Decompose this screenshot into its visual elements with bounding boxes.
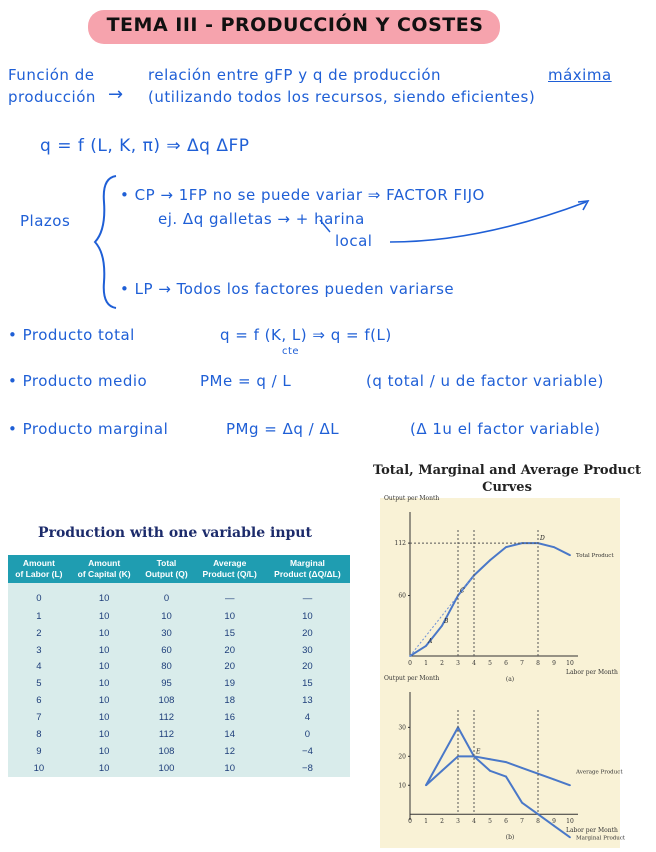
x-tick-label: 3	[456, 818, 460, 826]
data-point	[489, 758, 491, 760]
table-cell: 12	[224, 746, 235, 758]
medio-label: • Producto medio	[8, 372, 148, 390]
table-cell: 10	[33, 763, 45, 775]
column-header: Marginal Product (ΔQ/ΔL)	[265, 555, 350, 583]
table-cell: —	[224, 592, 235, 604]
table-cell: 10	[161, 610, 172, 622]
data-point	[505, 776, 507, 778]
table-cell: 10	[224, 610, 235, 622]
data-point	[553, 825, 555, 827]
table-cell: 20	[224, 644, 235, 656]
data-point	[441, 755, 443, 757]
data-point	[521, 767, 523, 769]
x-tick-label: 6	[504, 818, 508, 826]
point-label: C	[460, 587, 465, 595]
table-cell: 16	[224, 712, 235, 724]
column-header: Average Product (Q/L)	[195, 555, 265, 583]
table-cell: 10	[98, 592, 110, 604]
x-tick-label: 10	[566, 660, 574, 667]
table-row	[8, 659, 350, 676]
table-row	[8, 692, 350, 709]
table-cell: 2	[36, 627, 42, 639]
x-tick-label: 2	[440, 818, 444, 826]
point-label: E	[476, 748, 481, 756]
table-cell: 14	[224, 729, 235, 741]
table-cell: 0	[304, 729, 311, 741]
marginal-formula: PMg = Δq / ΔL	[226, 420, 340, 438]
table-title: Production with one variable input	[38, 525, 312, 541]
table-cell: 95	[161, 678, 172, 690]
table-cell: 108	[158, 695, 175, 707]
table-cell: 80	[161, 661, 172, 673]
x-tick-label: 7	[520, 660, 524, 667]
table-row	[8, 709, 350, 726]
y-axis-label-b: Output per Month	[384, 675, 440, 682]
y-tick-label: 10	[398, 782, 406, 790]
x-tick-label: 8	[536, 818, 540, 826]
table-cell: 10	[302, 610, 313, 622]
panel-label-a: (a)	[505, 676, 515, 683]
page-title: TEMA III - PRODUCCIÓN Y COSTES	[106, 14, 484, 36]
table-cell: 3	[36, 644, 42, 656]
func-desc-max: máxima	[548, 66, 612, 84]
func-desc-2: (utilizando todos los recursos, siendo eficientes)	[148, 88, 536, 106]
table-cell: 4	[304, 712, 311, 724]
panel-label-b: (b)	[505, 834, 515, 842]
x-tick-label: 9	[552, 818, 556, 826]
table-cell: 30	[161, 627, 172, 639]
table-row	[8, 675, 350, 692]
table-cell: —	[302, 592, 313, 604]
table-cell: 6	[36, 695, 42, 707]
data-point	[489, 559, 491, 561]
x-tick-label: 0	[408, 818, 412, 826]
table-cell: 100	[158, 763, 175, 775]
table-cell: 10	[98, 661, 110, 673]
data-point	[441, 770, 443, 772]
point-label: A	[428, 637, 433, 645]
table-row	[8, 743, 350, 760]
y-axis-label-a: Output per Month	[384, 495, 440, 502]
table-cell: 10	[98, 695, 110, 707]
column-header: Amount of Labor (L)	[8, 555, 70, 583]
data-point	[521, 802, 523, 804]
x-tick-label: 9	[552, 660, 556, 667]
table-cell: 9	[36, 746, 42, 758]
y-tick-label: 112	[394, 540, 406, 548]
table-cell: 20	[302, 661, 313, 673]
total-formula: q = f (K, L) ⇒ q = f(L)	[220, 326, 392, 344]
x-tick-label: 8	[536, 660, 540, 667]
table-cell: 20	[302, 627, 313, 639]
table-cell: 5	[36, 678, 42, 690]
product-curves-chart	[380, 495, 626, 848]
table-cell: 15	[224, 627, 235, 639]
series-line-marginal-product	[426, 727, 570, 837]
x-axis-label-b: Labor per Month	[566, 827, 618, 835]
table-cell: 30	[302, 644, 313, 656]
production-formula: q = f (L, K, π) ⇒ Δq ΔFP	[40, 136, 250, 156]
data-point	[425, 645, 427, 647]
table-cell: 60	[161, 644, 172, 656]
table-cell: 10	[98, 729, 110, 741]
table-cell: 10	[98, 746, 110, 758]
table-cell: 20	[224, 661, 235, 673]
series-line-average-product	[426, 756, 570, 785]
marginal-note: (Δ 1u el factor variable)	[410, 420, 601, 438]
table-cell: 10	[98, 678, 110, 690]
production-table	[8, 555, 350, 777]
table-cell: 13	[302, 695, 313, 707]
table-body	[8, 583, 350, 777]
curly-brace-icon	[92, 172, 120, 312]
medio-note: (q total / u de factor variable)	[366, 372, 604, 390]
x-tick-label: 4	[472, 818, 476, 826]
data-point	[505, 546, 507, 548]
data-point	[537, 813, 539, 815]
table-cell: 7	[36, 712, 42, 724]
func-label-1: Función de	[8, 66, 95, 84]
y-tick-label: 30	[398, 724, 406, 732]
total-cte: cte	[282, 346, 300, 357]
data-point	[489, 770, 491, 772]
table-cell: 10	[224, 763, 235, 775]
point-label: D	[540, 535, 545, 543]
table-cell: 108	[158, 746, 175, 758]
curved-arrow-icon	[300, 196, 600, 250]
data-point	[569, 554, 571, 556]
chart-panel	[380, 495, 626, 848]
table-row	[8, 625, 350, 642]
column-header: Total Output (Q)	[138, 555, 194, 583]
lp-line: • LP → Todos los factores pueden variarse	[120, 280, 455, 298]
table-cell: 10	[98, 627, 110, 639]
table-cell: 19	[224, 678, 235, 690]
x-tick-label: 6	[504, 660, 508, 667]
point-label: B	[444, 617, 449, 625]
table-cell: 10	[98, 610, 110, 622]
table-row	[8, 726, 350, 743]
x-tick-label: 4	[472, 660, 476, 667]
plazos-label: Plazos	[20, 212, 71, 230]
x-tick-label: 5	[488, 818, 492, 826]
x-tick-label: 1	[424, 660, 428, 667]
data-point	[505, 761, 507, 763]
x-tick-label: 3	[456, 660, 460, 667]
table-cell: 10	[98, 712, 110, 724]
table-row	[8, 760, 350, 777]
arrow-right-icon: →	[108, 84, 124, 105]
table-cell: 1	[36, 610, 42, 622]
series-name-label: Marginal Product	[576, 835, 626, 842]
table-cell: 0	[36, 592, 42, 604]
x-tick-label: 0	[408, 660, 412, 667]
table-cell: 4	[36, 661, 42, 673]
cp-line: • CP → 1FP no se puede variar ⇒ FACTOR FIJO	[120, 186, 485, 204]
table-cell: 112	[158, 729, 175, 741]
series-name-label: Average Product	[576, 769, 623, 776]
table-cell: 10	[98, 763, 110, 775]
table-cell: 8	[36, 729, 42, 741]
total-label: • Producto total	[8, 326, 135, 344]
x-tick-label: 5	[488, 660, 492, 667]
data-point	[569, 784, 571, 786]
data-point	[553, 779, 555, 781]
table-cell: 112	[158, 712, 175, 724]
x-tick-label: 2	[440, 660, 444, 667]
data-point	[425, 784, 427, 786]
medio-formula: PMe = q / L	[200, 372, 292, 390]
y-tick-label: 20	[398, 753, 406, 761]
data-point	[553, 546, 555, 548]
y-tick-label: 60	[398, 592, 406, 600]
series-name-label: Total Product	[576, 553, 614, 560]
x-tick-label: 7	[520, 818, 524, 826]
table-cell: −8	[302, 763, 313, 775]
x-tick-label: 1	[424, 818, 428, 826]
table-row	[8, 642, 350, 659]
table-row	[8, 583, 350, 608]
table-row	[8, 608, 350, 625]
table-cell: 0	[163, 592, 170, 604]
data-point	[569, 836, 571, 838]
func-label-2: producción	[8, 88, 96, 106]
table-cell: 15	[302, 678, 313, 690]
func-desc-1: relación entre gFP y q de producción	[148, 66, 442, 84]
table-header-row	[8, 555, 350, 583]
x-axis-label-a: Labor per Month	[566, 669, 618, 676]
cp-example: ej. Δq galletas → + harina	[158, 210, 365, 228]
table-cell: −4	[302, 746, 313, 758]
marginal-label: • Producto marginal	[8, 420, 169, 438]
column-header: Amount of Capital (K)	[70, 555, 139, 583]
data-point	[441, 625, 443, 627]
table-cell: 18	[224, 695, 235, 707]
chart-title: Total, Marginal and Average Product Curves	[372, 463, 642, 495]
x-tick-label: 10	[566, 818, 574, 826]
table-cell: 10	[98, 644, 110, 656]
cp-local: local	[335, 232, 373, 250]
